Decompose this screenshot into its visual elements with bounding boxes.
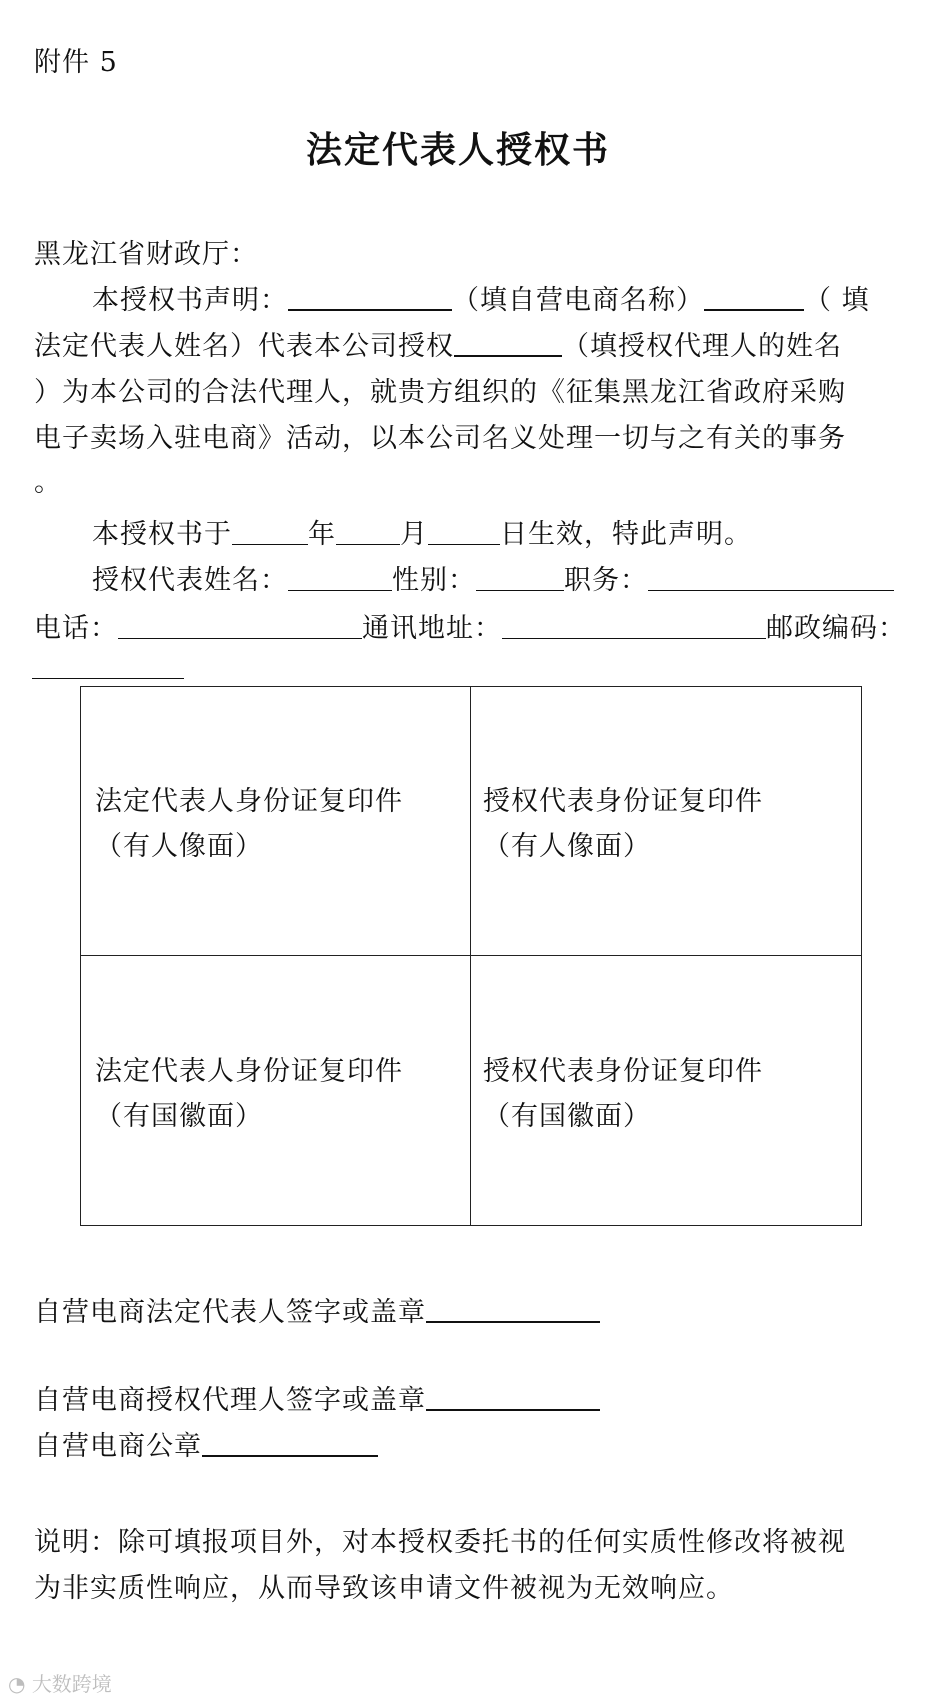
note-line-2: 为非实质性响应，从而导致该申请文件被视为无效响应。	[34, 1573, 734, 1604]
position-label: 职务：	[564, 565, 648, 596]
attachment-label: 附件 5	[34, 47, 118, 78]
agent-signature-label: 自营电商授权代理人签字或盖章	[34, 1385, 426, 1416]
address-label: 通讯地址：	[362, 613, 502, 644]
position-blank[interactable]	[648, 564, 894, 591]
note-line-1: 说明：除可填报项目外，对本授权委托书的任何实质性修改将被视	[34, 1527, 846, 1558]
representative-line	[92, 558, 894, 597]
table-cell-legal-rep-back	[95, 1049, 403, 1139]
gender-label: 性别：	[392, 565, 476, 596]
declaration-line-1	[92, 278, 870, 317]
day-blank[interactable]	[428, 518, 500, 545]
declaration-line-2	[34, 324, 842, 363]
table-cell-agent-back	[483, 1049, 763, 1139]
effective-date-line	[92, 512, 752, 551]
effective-text: 本授权书于	[92, 519, 232, 550]
cell-subtitle: （有人像面）	[95, 831, 263, 862]
cell-title: 授权代表身份证复印件	[483, 786, 763, 817]
month-label: 月	[400, 519, 428, 550]
cell-title: 法定代表人身份证复印件	[95, 786, 403, 817]
phone-label: 电话：	[34, 613, 118, 644]
rep-name-blank[interactable]	[288, 564, 392, 591]
table-cell-legal-rep-front	[95, 779, 403, 869]
postcode-blank[interactable]	[32, 652, 184, 679]
declaration-line-4: 电子卖场入驻电商》活动，以本公司名义处理一切与之有关的事务	[34, 423, 846, 454]
contact-line	[34, 606, 906, 645]
company-name-blank[interactable]	[288, 283, 452, 311]
year-label: 年	[308, 519, 336, 550]
rep-name-label: 授权代表姓名：	[92, 565, 288, 596]
cell-subtitle: （有人像面）	[483, 831, 651, 862]
watermark-text: 大数跨境	[31, 1672, 112, 1696]
table-cell-agent-front	[483, 779, 763, 869]
postcode-label: 邮政编码：	[766, 613, 906, 644]
table-divider-horizontal	[81, 955, 861, 956]
legal-rep-name-blank[interactable]	[704, 283, 804, 311]
cell-subtitle: （有国徽面）	[483, 1101, 651, 1132]
day-label: 日生效，特此声明。	[500, 519, 752, 550]
watermark-icon: ◔	[8, 1672, 26, 1696]
company-name-hint: （填自营电商名称）	[452, 285, 704, 316]
fill-hint: （ 填	[804, 285, 870, 316]
company-seal-blank[interactable]	[202, 1429, 378, 1457]
declaration-text: 本授权书声明：	[92, 285, 288, 316]
agent-name-hint: （填授权代理人的姓名	[562, 331, 842, 362]
addressee: 黑龙江省财政厅：	[34, 239, 258, 270]
legal-rep-signature-line	[34, 1290, 600, 1329]
agent-signature-line	[34, 1378, 600, 1417]
company-seal-label: 自营电商公章	[34, 1431, 202, 1462]
month-blank[interactable]	[336, 518, 400, 545]
cell-title: 授权代表身份证复印件	[483, 1056, 763, 1087]
company-seal-line	[34, 1424, 378, 1463]
legal-rep-signature-label: 自营电商法定代表人签字或盖章	[34, 1297, 426, 1328]
address-blank[interactable]	[502, 612, 766, 639]
phone-blank[interactable]	[118, 612, 362, 639]
legal-rep-signature-blank[interactable]	[426, 1295, 600, 1323]
page-title: 法定代表人授权书	[306, 130, 611, 171]
declaration-line-3: ）为本公司的合法代理人，就贵方组织的《征集黑龙江省政府采购	[34, 377, 846, 408]
declaration-line-5: 。	[34, 467, 62, 498]
agent-signature-blank[interactable]	[426, 1383, 600, 1411]
agent-name-blank[interactable]	[454, 329, 562, 357]
declaration-text: 法定代表人姓名）代表本公司授权	[34, 331, 454, 362]
watermark-logo	[8, 1668, 112, 1697]
id-copy-table	[80, 686, 862, 1226]
cell-title: 法定代表人身份证复印件	[95, 1056, 403, 1087]
cell-subtitle: （有国徽面）	[95, 1101, 263, 1132]
year-blank[interactable]	[232, 518, 308, 545]
table-divider-vertical	[470, 687, 471, 1225]
gender-blank[interactable]	[476, 564, 564, 591]
